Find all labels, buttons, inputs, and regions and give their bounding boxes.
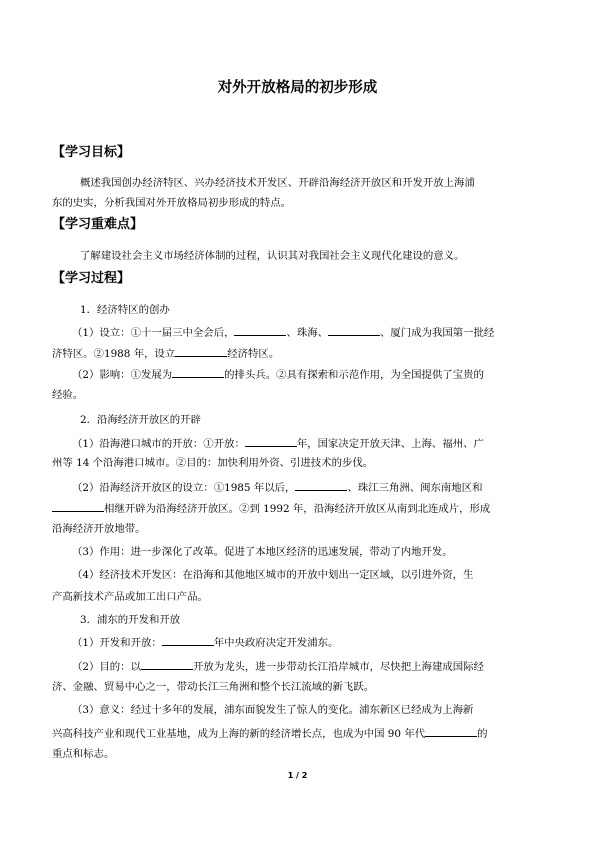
- fill-blank[interactable]: [295, 479, 347, 491]
- subsection-title-2: 2．沿海经济开放区的开辟: [80, 414, 201, 426]
- paragraph-line: （1）设立：①十一届三中全会后， 、珠海、 、厦门成为我国第一批经: [72, 324, 494, 340]
- paragraph-line: （3）意义：经过十多年的发展，浦东面貌发生了惊人的变化。浦东新区已经成为上海新: [72, 704, 474, 716]
- paragraph-line: （2）影响：①发展为 的排头兵。②具有探索和示范作用，为全国提供了宝贵的: [72, 366, 484, 382]
- fill-blank[interactable]: [425, 725, 477, 737]
- paragraph-line: 州等 14 个沿海港口城市。②目的：加快利用外资、引进技术的步伐。: [52, 457, 374, 469]
- goals-text-line-1: 概述我国创办经济特区、兴办经济技术开发区、开辟沿海经济开放区和开发开放上海浦: [80, 177, 475, 189]
- section-heading-goals: 【学习目标】: [52, 145, 131, 160]
- fill-blank[interactable]: [175, 345, 227, 357]
- section-heading-key-points: 【学习重难点】: [52, 217, 144, 232]
- paragraph-line: 济、金融、贸易中心之一，带动长江三角洲和整个长江流域的新飞跃。: [52, 681, 375, 693]
- paragraph-line: 济特区。②1988 年，设立 经济特区。: [52, 345, 279, 361]
- paragraph-line: 产高新技术产品或加工出口产品。: [52, 591, 208, 603]
- paragraph-line: 相继开辟为沿海经济开放区。②到 1992 年，沿海经济开放区从南到北连成片，形成: [52, 500, 490, 516]
- paragraph-line: 兴高科技产业和现代工业基地，成为上海的新的经济增长点，也成为中国 90 年代 的: [52, 725, 488, 741]
- paragraph-line: 重点和标志。: [52, 748, 115, 760]
- fill-blank[interactable]: [245, 435, 297, 447]
- paragraph-line: （4）经济技术开发区：在沿海和其他地区城市的开放中划出一定区域，以引进外资，生: [72, 569, 474, 581]
- subsection-title-1: 1．经济特区的创办: [80, 304, 170, 316]
- fill-blank[interactable]: [172, 366, 224, 378]
- paragraph-line: （1）开发和开放： 年中央政府决定开发浦东。: [72, 634, 338, 650]
- paragraph-line: （2）目的：以 开放为龙头，进一步带动长江沿岸城市，尽快把上海建成国际经: [72, 658, 484, 674]
- fill-blank[interactable]: [328, 324, 380, 336]
- fill-blank[interactable]: [52, 500, 104, 512]
- fill-blank[interactable]: [234, 324, 286, 336]
- paragraph-line: （1）沿海港口城市的开放：①开放： 年，国家决定开放天津、上海、福州、广: [72, 435, 484, 451]
- page-title: 对外开放格局的初步形成: [217, 80, 378, 96]
- paragraph-line: （3）作用：进一步深化了改革。促进了本地区经济的迅速发展，带动了内地开发。: [72, 546, 453, 558]
- key-points-text: 了解建设社会主义市场经济体制的过程，认识其对我国社会主义现代化建设的意义。: [80, 250, 465, 262]
- goals-text-line-2: 东的史实，分析我国对外开放格局初步形成的特点。: [52, 197, 291, 209]
- paragraph-line: （2）沿海经济开放区的设立：①1985 年以后， 、珠江三角洲、闽东南地区和: [72, 479, 482, 495]
- paragraph-line: 沿海经济开放地带。: [52, 523, 146, 535]
- fill-blank[interactable]: [162, 634, 214, 646]
- subsection-title-3: 3．浦东的开发和开放: [80, 614, 181, 626]
- page-number: 1 / 2: [287, 771, 308, 780]
- paragraph-line: 经验。: [52, 389, 84, 401]
- fill-blank[interactable]: [141, 658, 193, 670]
- section-heading-process: 【学习过程】: [52, 271, 131, 286]
